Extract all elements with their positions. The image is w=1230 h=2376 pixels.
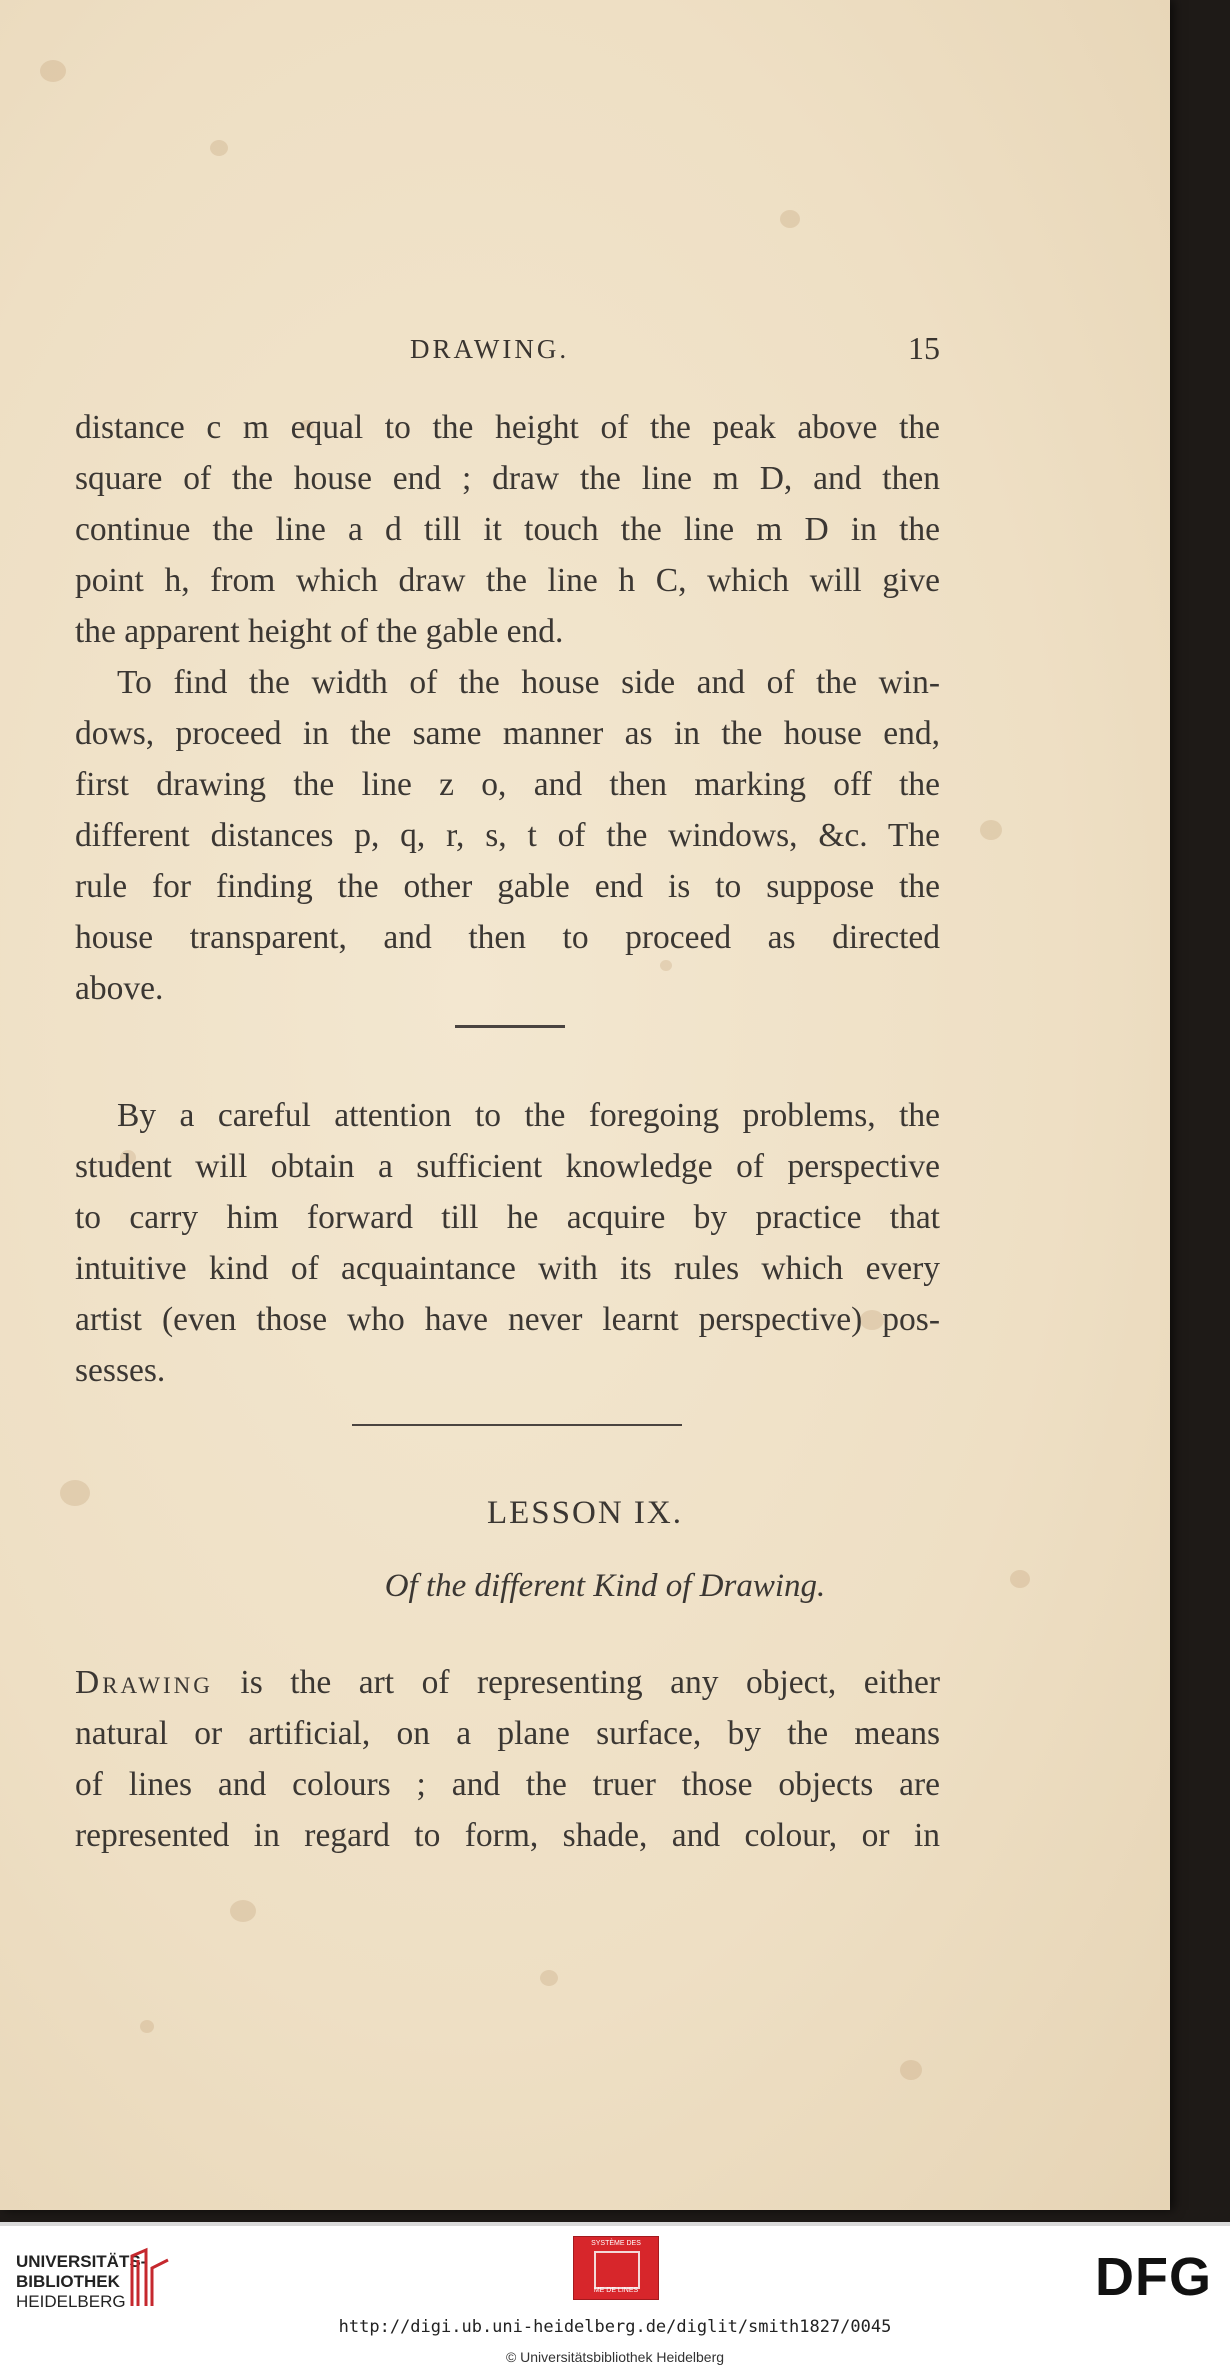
paragraph-drawing (75, 1657, 940, 1861)
lesson-title: LESSON IX. (486, 1495, 683, 1531)
paragraph-continuation (75, 402, 940, 1014)
foxing-spot (780, 210, 800, 228)
section-divider-long (352, 1424, 682, 1426)
foxing-spot (230, 1900, 256, 1922)
permalink-url[interactable]: http://digi.ub.uni-heidelberg.de/diglit/smith1827/0045 (338, 2317, 892, 2337)
text-line: above. (75, 970, 164, 1007)
footer-top-border (0, 2222, 1230, 2226)
text-line: of lines and colours ; and the truer those objects are (75, 1766, 940, 1803)
page-number: 15 (908, 330, 940, 366)
logo-frame-icon (594, 2251, 640, 2289)
text-line: rule for finding the other gable end is to suppose the (75, 868, 940, 905)
text-line: To find the width of the house side and of the win- (117, 664, 940, 701)
running-head (70, 330, 940, 374)
text-line: intuitive kind of acquaintance with its rules which every (75, 1250, 940, 1287)
copyright-notice: © Universitätsbibliothek Heidelberg (505, 2349, 725, 2365)
dfg-logo[interactable]: DFG (1095, 2247, 1212, 2307)
text-line: natural or artificial, on a plane surface, by the means (75, 1715, 940, 1752)
library-name-line: HEIDELBERG (16, 2292, 126, 2311)
text-line: represented in regard to form, shade, and colour, or in (75, 1817, 940, 1854)
text-line: to carry him forward till he acquire by practice that (75, 1199, 940, 1236)
drop-word: Drawing (75, 1664, 213, 1701)
logo-caption-bottom: ME DE LINES (593, 2287, 639, 2294)
library-name-line: BIBLIOTHEK (16, 2272, 120, 2291)
library-name-line: UNIVERSITÄTS- (16, 2252, 147, 2271)
text-line (75, 1657, 940, 1708)
text-line: square of the house end ; draw the line m D, and then (75, 460, 940, 497)
foxing-spot (980, 820, 1002, 840)
text-line: distance c m equal to the height of the peak above the (75, 409, 940, 446)
library-logo-text[interactable] (16, 2252, 146, 2312)
text-line: the apparent height of the gable end. (75, 613, 564, 650)
section-divider-short (455, 1025, 565, 1028)
lesson-subtitle: Of the different Kind of Drawing. (384, 1568, 826, 1604)
digitization-logo[interactable] (573, 2236, 659, 2300)
logo-caption-top: SYSTÈME DES (591, 2240, 641, 2247)
text-line: student will obtain a sufficient knowledge of perspective (75, 1148, 940, 1185)
text-line: first drawing the line z o, and then marking off the (75, 766, 940, 803)
text-line: point h, from which draw the line h C, which will give (75, 562, 940, 599)
viewer-footer (0, 2222, 1230, 2376)
text-line: By a careful attention to the foregoing problems, the (117, 1097, 940, 1134)
text-line: continue the line a d till it touch the line m D in the (75, 511, 940, 548)
text-line: different distances p, q, r, s, t of the windows, &c. The (75, 817, 940, 854)
running-head-title: DRAWING. (410, 334, 570, 364)
text-line: dows, proceed in the same manner as in the house end, (75, 715, 940, 752)
text-line: house transparent, and then to proceed as directed (75, 919, 940, 956)
foxing-spot (900, 2060, 922, 2080)
foxing-spot (140, 2020, 154, 2033)
foxing-spot (210, 140, 228, 156)
foxing-spot (540, 1970, 558, 1986)
paragraph-perspective (75, 1090, 940, 1396)
library-logo-icon (128, 2246, 172, 2310)
text-line: artist (even those who have never learnt perspective) pos- (75, 1301, 940, 1338)
foxing-spot (40, 60, 66, 82)
text-line-rest: is the art of representing any object, either (212, 1664, 940, 1701)
text-line: sesses. (75, 1352, 166, 1389)
